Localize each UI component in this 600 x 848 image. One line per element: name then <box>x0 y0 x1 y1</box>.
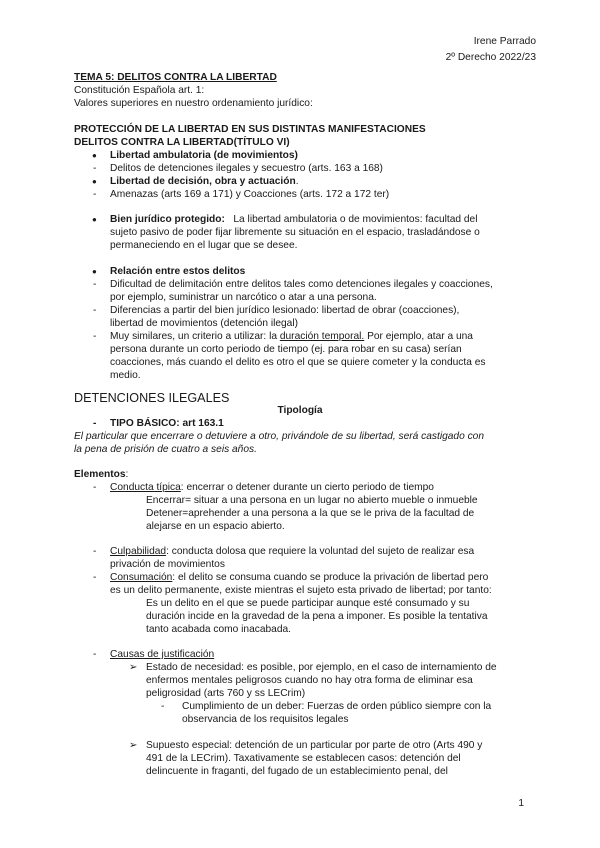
paragraph-line: Detener=aprehender a una persona a la que se le priva de la facultad de <box>146 508 475 519</box>
tipologia-heading: Tipología <box>277 405 323 416</box>
list-item-consumacion: - Consumación: el delito se consuma cuando se produce la privación de libertad pero <box>110 572 488 585</box>
paragraph-line: delincuente in fraganti, del fugado de un establecimiento penal, del <box>146 766 448 777</box>
bullet-relacion: ● Relación entre estos delitos <box>110 266 245 279</box>
paragraph-line: observancia de los requisitos legales <box>182 714 349 725</box>
paragraph-line: alejarse en un espacio abierto. <box>146 521 285 532</box>
header-author: Irene Parrado <box>473 36 536 47</box>
arrow-item-estado-necesidad: ➢ Estado de necesidad: es posible, por ejemplo, en el caso de internamiento de <box>146 662 497 675</box>
paragraph-line: peligrosidad (arts 760 y ss LECrim) <box>146 688 306 699</box>
paragraph-line: tanto acabada como inacabada. <box>146 624 291 635</box>
paragraph-line: permaneciendo en el lugar que se desee. <box>110 240 298 251</box>
section-heading-2: DELITOS CONTRA LA LIBERTAD(TÍTULO VI) <box>74 137 290 148</box>
header-course: 2º Derecho 2022/23 <box>445 52 536 63</box>
list-item: - Delitos de detenciones ilegales y secuestro (arts. 163 a 168) <box>110 163 383 176</box>
paragraph-line: por ejemplo, suministrar un narcótico o atar a una persona. <box>110 292 377 303</box>
list-item-culpabilidad: - Culpabilidad: conducta dolosa que requiere la voluntad del sujeto de realizar esa <box>110 546 474 559</box>
paragraph-line: sujeto pasivo de poder fijar libremente su situación en el espacio, trasladándose o <box>110 227 480 238</box>
section-heading-detenciones: DETENCIONES ILEGALES <box>74 391 230 405</box>
list-item: - Dificultad de delimitación entre delitos tales como detenciones ilegales y coacciones, <box>110 279 493 292</box>
paragraph-line: duración incide en la gravedad de la pena a imponer. Es posible la tentativa <box>146 611 488 622</box>
bullet-libertad-ambulatoria: ● Libertad ambulatoria (de movimientos) <box>110 150 298 163</box>
list-item-conducta: - Conducta típica: encerrar o detener durante un cierto periodo de tiempo <box>110 482 434 495</box>
quote-line: El particular que encerrare o detuviere a otro, privándole de su libertad, será castigado con <box>74 431 485 442</box>
paragraph-line: medio. <box>110 370 141 381</box>
bullet-libertad-decision: ● Libertad de decisión, obra y actuación. <box>110 176 299 189</box>
paragraph-line: privación de movimientos <box>110 559 225 570</box>
list-item-cumplimiento: - Cumplimiento de un deber: Fuerzas de orden público siempre con la <box>182 701 491 714</box>
paragraph-line: 491 de la LECrim). Taxativamente se establecen casos: detención del <box>146 753 461 764</box>
paragraph-line: es un delito permanente, existe mientras el sujeto esta privado de libertad; por tanto: <box>110 585 492 596</box>
list-item: - Diferencias a partir del bien jurídico lesionado: libertad de obrar (coacciones), <box>110 305 459 318</box>
paragraph-line: libertad de movimientos (detención ilegal) <box>110 318 299 329</box>
intro-line-2: Valores superiores en nuestro ordenamiento jurídico: <box>74 98 313 109</box>
paragraph-line: persona durante un corto periodo de tiempo (ej. para robar en su casa) serían <box>110 344 462 355</box>
elementos-heading: Elementos: <box>74 469 129 480</box>
paragraph-line: enfermos mentales peligrosos cuando no hay otra forma de eliminar esa <box>146 675 473 686</box>
list-item: - Muy similares, un criterio a utilizar: la duración temporal. Por ejemplo, atar a una <box>110 331 473 344</box>
tipo-basico: - TIPO BÁSICO: art 163.1 <box>110 418 224 431</box>
bullet-bien-juridico: ● Bien jurídico protegido: La libertad ambulatoria o de movimientos: facultad del <box>110 214 477 227</box>
page-number: 1 <box>518 798 524 809</box>
page-title: TEMA 5: DELITOS CONTRA LA LIBERTAD <box>74 72 277 83</box>
section-heading-1: PROTECCIÓN DE LA LIBERTAD EN SUS DISTINTAS MANIFESTACIONES <box>74 124 426 135</box>
paragraph-line: Es un delito en el que se puede participar aunque esté consumado y su <box>146 598 470 609</box>
list-item: - Amenazas (arts 169 a 171) y Coacciones (arts. 172 a 172 ter) <box>110 189 389 202</box>
list-item-causas: - Causas de justificación <box>110 649 214 662</box>
arrow-item-supuesto-especial: ➢ Supuesto especial: detención de un particular por parte de otro (Arts 490 y <box>146 740 482 753</box>
intro-line-1: Constitución Española art. 1: <box>74 85 205 96</box>
quote-line: la pena de prisión de cuatro a seis años. <box>74 444 257 455</box>
paragraph-line: coacciones, más cuando el delito es otro el que se quiere cometer y la conducta es <box>110 357 486 368</box>
paragraph-line: Encerrar= situar a una persona en un lugar no abierto mueble o inmueble <box>146 495 478 506</box>
